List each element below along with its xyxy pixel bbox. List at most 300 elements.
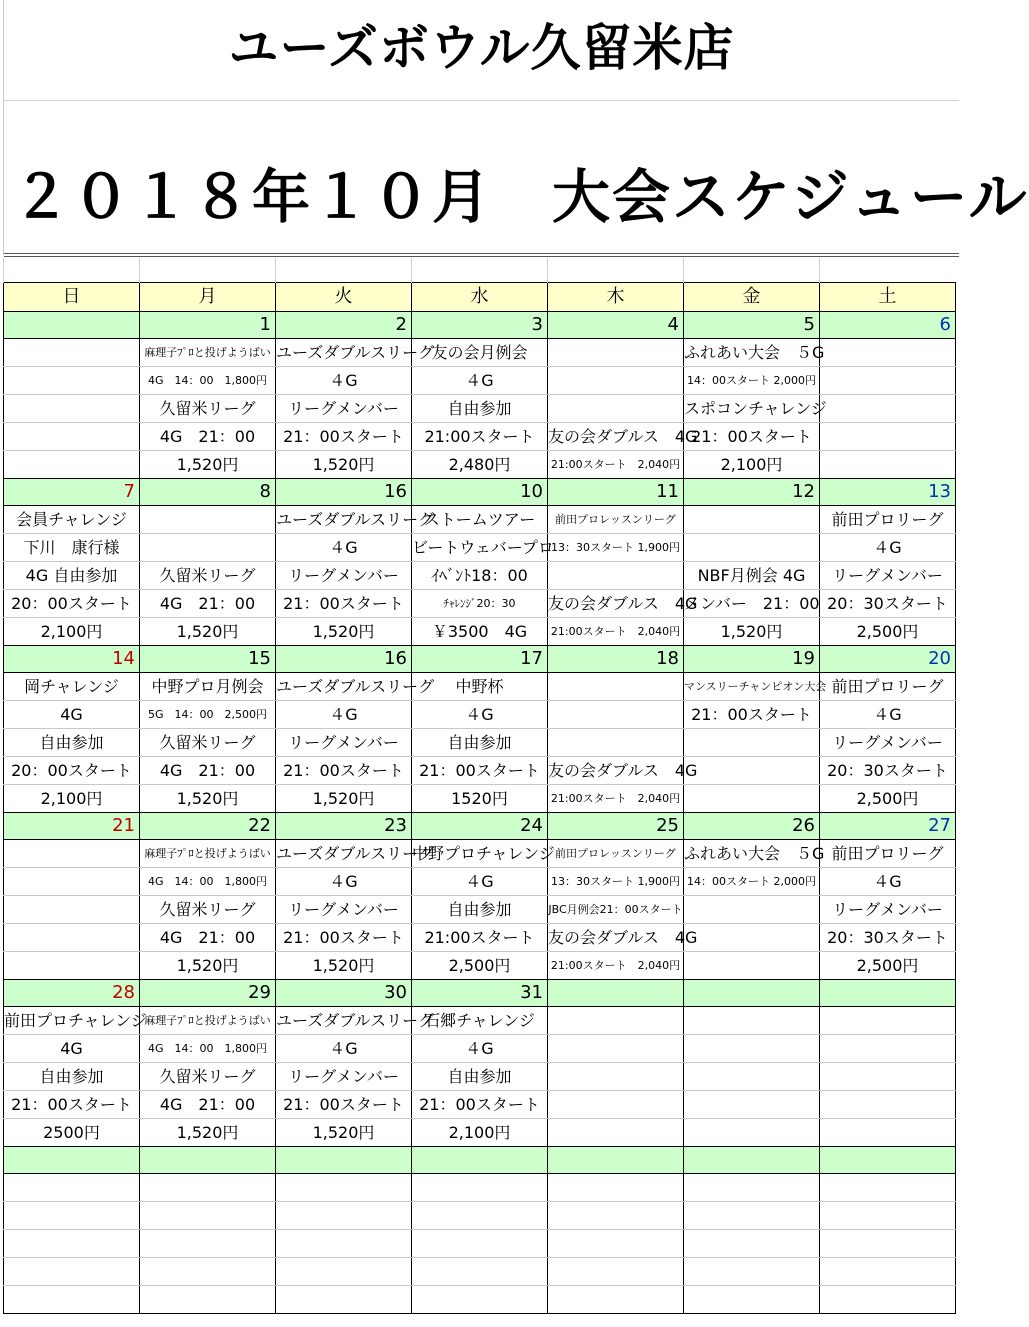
event-cell: 1,520円 [140,952,276,980]
event-cell [820,1091,956,1119]
date-row [4,1147,956,1174]
event-cell: 4G 21：00 [140,590,276,618]
date-cell [140,1147,276,1174]
event-cell: 4G 自由参加 [4,562,140,590]
schedule-title: ２０１８年１０月 大会スケジュール [12,163,1029,231]
event-cell: 前田プロチャレンジ [4,1007,140,1035]
event-cell: 2,500円 [820,618,956,646]
date-cell: 24 [412,813,548,840]
event-cell: 21：00スタート [684,423,820,451]
event-cell: 前田プロリーグ [820,840,956,868]
event-cell: 4G 14：00 1,800円 [140,868,276,896]
event-cell: 中野プロ月例会 [140,673,276,701]
event-cell [4,1258,140,1286]
event-cell: 1,520円 [276,785,412,813]
event-cell: 自由参加 [412,395,548,423]
date-cell: 27 [820,813,956,840]
event-cell [548,1091,684,1119]
event-cell: 1,520円 [276,451,412,479]
date-cell: 14 [4,646,140,673]
event-cell: ユーズダブルスリーグ [276,506,412,534]
event-cell: ４G [820,701,956,729]
weekday-header-row [4,283,956,312]
event-cell: ビートウェバープロ [412,534,548,562]
date-cell: 18 [548,646,684,673]
event-cell [4,868,140,896]
date-cell: 1 [140,312,276,339]
header-block [3,0,1029,255]
date-row [4,813,956,840]
event-cell [820,1007,956,1035]
event-cell [140,534,276,562]
event-cell: 久留米リーグ [140,1063,276,1091]
event-cell: 自由参加 [412,896,548,924]
event-cell [548,1119,684,1147]
event-cell [684,1035,820,1063]
event-cell [548,729,684,757]
event-row [4,506,956,534]
date-cell: 19 [684,646,820,673]
date-cell: 16 [276,479,412,506]
date-cell: 20 [820,646,956,673]
date-cell [820,1147,956,1174]
date-cell: 23 [276,813,412,840]
event-cell: 前田プロレッスンリーグ [548,840,684,868]
event-row [4,1063,956,1091]
event-cell: 14：00スタート 2,000円 [684,868,820,896]
weekday-header-cell: 日 [4,283,140,312]
event-cell [412,1230,548,1258]
event-cell [548,673,684,701]
event-cell: ユーズダブルスリーグ [276,840,412,868]
date-row [4,980,956,1007]
event-row [4,423,956,451]
spacer-cell [412,258,548,283]
event-cell: 前田プロリーグ [820,506,956,534]
event-cell: 石郷チャレンジ [412,1007,548,1035]
event-cell [684,757,820,785]
date-cell [684,980,820,1007]
event-cell [548,1202,684,1230]
event-cell: ユーズダブルスリーグ [276,339,412,367]
title-divider [4,253,959,254]
event-cell [820,395,956,423]
event-cell: リーグメンバー [820,896,956,924]
event-cell: ４G [276,1035,412,1063]
event-cell: リーグメンバー [276,1063,412,1091]
date-cell: 5 [684,312,820,339]
event-cell: 自由参加 [412,1063,548,1091]
event-row [4,451,956,479]
date-cell [4,312,140,339]
event-cell: 2500円 [4,1119,140,1147]
event-cell: 久留米リーグ [140,562,276,590]
event-cell: ﾁｬﾚﾝｼﾞ20：30 [412,590,548,618]
event-cell [140,1230,276,1258]
event-cell [820,1286,956,1314]
event-row [4,562,956,590]
event-cell: 21:00スタート [412,423,548,451]
event-cell: 4G 21：00 [140,1091,276,1119]
event-cell [684,785,820,813]
date-cell: 3 [412,312,548,339]
event-cell: 21：00スタート [276,924,412,952]
event-cell [276,1258,412,1286]
event-cell: リーグメンバー [820,562,956,590]
date-cell: 10 [412,479,548,506]
event-cell: 1,520円 [140,1119,276,1147]
event-cell: リーグメンバー [276,729,412,757]
event-cell [412,1286,548,1314]
event-row [4,395,956,423]
event-cell [548,1258,684,1286]
event-cell [548,367,684,395]
date-cell: 15 [140,646,276,673]
event-cell: 4G 21：00 [140,924,276,952]
date-cell [820,980,956,1007]
date-cell: 17 [412,646,548,673]
event-cell [548,701,684,729]
date-cell [684,1147,820,1174]
event-cell: ふれあい大会 ５G [684,339,820,367]
event-cell: 20：00スタート [4,757,140,785]
date-row [4,312,956,339]
event-cell [548,1007,684,1035]
event-cell [140,1202,276,1230]
event-row [4,1091,956,1119]
event-cell: 1,520円 [684,618,820,646]
event-cell: ４G [412,868,548,896]
event-cell [412,1202,548,1230]
event-cell [4,451,140,479]
event-cell: スポコンチャレンジ [684,395,820,423]
event-cell [820,1230,956,1258]
event-cell [820,339,956,367]
event-cell: JBC月例会21：00スタート [548,896,684,924]
event-cell: 自由参加 [412,729,548,757]
spacer-cell [820,258,956,283]
date-cell: 31 [412,980,548,1007]
event-cell: 20：30スタート [820,757,956,785]
event-cell: 2,500円 [820,952,956,980]
event-cell: 21:00スタート [412,924,548,952]
event-cell: ４G [276,534,412,562]
event-cell [140,506,276,534]
event-row [4,924,956,952]
event-cell: リーグメンバー [276,896,412,924]
event-cell [820,1063,956,1091]
date-cell [548,1147,684,1174]
date-cell [276,1147,412,1174]
date-cell: 8 [140,479,276,506]
event-row [4,1119,956,1147]
event-cell [684,506,820,534]
date-cell [548,980,684,1007]
date-cell: 25 [548,813,684,840]
title-divider-double [4,256,959,257]
event-cell [820,1035,956,1063]
event-cell: 会員チャレンジ [4,506,140,534]
event-cell: 2,480円 [412,451,548,479]
date-cell: 21 [4,813,140,840]
event-cell: リーグメンバー [276,562,412,590]
date-cell: 12 [684,479,820,506]
event-cell [548,1063,684,1091]
date-cell [412,1147,548,1174]
event-row [4,1286,956,1314]
event-cell [684,1202,820,1230]
weekday-header-cell: 金 [684,283,820,312]
date-cell: 6 [820,312,956,339]
event-cell: ふれあい大会 ５G [684,840,820,868]
event-cell: 1,520円 [276,1119,412,1147]
date-row [4,646,956,673]
event-cell: 1,520円 [276,618,412,646]
spacer-cell [548,258,684,283]
event-cell [4,1230,140,1258]
store-name: ユーズボウル久留米店 [228,19,735,77]
event-row [4,673,956,701]
event-cell: 2,500円 [820,785,956,813]
weekday-header-cell: 月 [140,283,276,312]
event-cell [4,840,140,868]
event-cell: 2,500円 [412,952,548,980]
event-cell [820,1258,956,1286]
event-cell: NBF月例会 4G [684,562,820,590]
event-row [4,1258,956,1286]
event-cell: 前田プロリーグ [820,673,956,701]
event-cell [4,339,140,367]
event-cell: ４G [412,367,548,395]
date-row [4,479,956,506]
event-cell: 13：30スタート 1,900円 [548,868,684,896]
event-cell: 20：00スタート [4,590,140,618]
event-cell [684,1091,820,1119]
event-cell: 13：30スタート 1,900円 [548,534,684,562]
event-cell [684,1063,820,1091]
event-cell [276,1202,412,1230]
event-cell: 4G 14：00 1,800円 [140,1035,276,1063]
event-cell: メンバー 21：00 [684,590,820,618]
event-cell: 2,100円 [4,785,140,813]
date-cell: 29 [140,980,276,1007]
weekday-header-cell: 水 [412,283,548,312]
event-cell: 1520円 [412,785,548,813]
event-row [4,840,956,868]
event-cell: 中野プロチャレンジ [412,840,548,868]
event-cell [820,1174,956,1202]
event-row [4,367,956,395]
event-cell [684,1286,820,1314]
event-cell: リーグメンバー [276,395,412,423]
event-cell [684,1174,820,1202]
event-cell [4,395,140,423]
event-cell [684,1230,820,1258]
event-cell: 21：00スタート [412,757,548,785]
event-cell: ４G [820,534,956,562]
event-cell [412,1174,548,1202]
event-cell [4,423,140,451]
event-cell: ｲﾍﾞﾝﾄ18：00 [412,562,548,590]
event-row [4,868,956,896]
event-cell: ユーズダブルスリーグ [276,1007,412,1035]
event-cell: 4G [4,701,140,729]
spacer-cell [684,258,820,283]
event-cell: 4G 21：00 [140,423,276,451]
date-cell: 16 [276,646,412,673]
weekday-header-cell: 火 [276,283,412,312]
date-cell [4,1147,140,1174]
event-cell: 麻理子ﾌﾟﾛと投げようばい [140,339,276,367]
event-row [4,339,956,367]
event-cell: 21:00スタート 2,040円 [548,451,684,479]
spacer-row [4,258,956,283]
event-cell: 友の会月例会 [412,339,548,367]
date-cell: 13 [820,479,956,506]
event-cell [4,1202,140,1230]
event-row [4,590,956,618]
event-cell: ストームツアー [412,506,548,534]
event-cell: 21：00スタート [276,423,412,451]
calendar-table [3,258,956,1314]
event-cell [820,1119,956,1147]
event-cell: 岡チャレンジ [4,673,140,701]
event-cell: 1,520円 [140,785,276,813]
event-cell [140,1174,276,1202]
event-cell: ４G [276,868,412,896]
event-cell: マンスリーチャンピオン大会 [684,673,820,701]
event-row [4,757,956,785]
event-cell [820,451,956,479]
event-row [4,618,956,646]
event-cell: 前田プロレッスンリーグ [548,506,684,534]
date-cell: 28 [4,980,140,1007]
date-cell: 11 [548,479,684,506]
event-cell: 友の会ダブルス 4G [548,757,684,785]
event-cell: 2,100円 [684,451,820,479]
event-row [4,1174,956,1202]
event-cell [684,1119,820,1147]
event-cell [548,339,684,367]
event-cell: リーグメンバー [820,729,956,757]
event-cell [684,952,820,980]
event-cell: 中野杯 [412,673,548,701]
event-cell [820,367,956,395]
event-cell: 下川 康行様 [4,534,140,562]
event-cell [4,924,140,952]
event-cell [140,1286,276,1314]
event-cell: ￥3500 4G [412,618,548,646]
event-cell: 麻理子ﾌﾟﾛと投げようばい [140,840,276,868]
event-row [4,952,956,980]
event-row [4,1202,956,1230]
spacer-cell [276,258,412,283]
event-cell [820,1202,956,1230]
event-row [4,1035,956,1063]
date-cell: 4 [548,312,684,339]
event-cell [276,1286,412,1314]
weekday-header-cell: 土 [820,283,956,312]
event-cell: 2,100円 [4,618,140,646]
event-cell: 21:00スタート 2,040円 [548,785,684,813]
event-cell [276,1174,412,1202]
event-cell: 21:00スタート 2,040円 [548,618,684,646]
date-cell: 26 [684,813,820,840]
event-cell: 久留米リーグ [140,395,276,423]
event-cell: 4G 21：00 [140,757,276,785]
spacer-cell [4,258,140,283]
date-cell: 30 [276,980,412,1007]
event-cell: ４G [412,701,548,729]
event-cell [684,1007,820,1035]
event-cell [684,729,820,757]
event-cell: 友の会ダブルス 4G [548,924,684,952]
event-cell: 21：00スタート [276,1091,412,1119]
event-cell: 14：00スタート 2,000円 [684,367,820,395]
event-row [4,1007,956,1035]
event-cell: 自由参加 [4,729,140,757]
weekday-header-cell: 木 [548,283,684,312]
event-cell: 20：30スタート [820,590,956,618]
event-cell [548,562,684,590]
header-divider [4,100,959,101]
event-row [4,701,956,729]
event-cell [684,896,820,924]
event-row [4,729,956,757]
event-row [4,785,956,813]
event-cell [820,423,956,451]
event-cell: 1,520円 [140,618,276,646]
event-cell: 5G 14：00 2,500円 [140,701,276,729]
event-cell: 4G [4,1035,140,1063]
event-cell: ４G [276,367,412,395]
event-row [4,534,956,562]
event-cell [548,1230,684,1258]
event-cell [4,896,140,924]
event-cell [684,534,820,562]
event-cell [276,1230,412,1258]
event-cell [684,1258,820,1286]
event-cell: ４G [276,701,412,729]
event-row [4,896,956,924]
event-cell [548,1035,684,1063]
event-cell: ユーズダブルスリーグ [276,673,412,701]
event-cell [140,1258,276,1286]
spacer-cell [140,258,276,283]
event-cell: 麻理子ﾌﾟﾛと投げようばい [140,1007,276,1035]
event-cell: 21：00スタート [276,757,412,785]
event-cell: ４G [412,1035,548,1063]
event-row [4,1230,956,1258]
event-cell [548,1286,684,1314]
event-cell [4,367,140,395]
event-cell: 自由参加 [4,1063,140,1091]
event-cell: 友の会ダブルス 4G [548,590,684,618]
event-cell [548,395,684,423]
event-cell [412,1258,548,1286]
event-cell: 2,100円 [412,1119,548,1147]
event-cell [4,1174,140,1202]
event-cell: 久留米リーグ [140,896,276,924]
event-cell [684,924,820,952]
event-cell: ４G [820,868,956,896]
event-cell [4,1286,140,1314]
event-cell: 久留米リーグ [140,729,276,757]
event-cell: 20：30スタート [820,924,956,952]
event-cell: 1,520円 [276,952,412,980]
event-cell: 21：00スタート [276,590,412,618]
event-cell: 4G 14：00 1,800円 [140,367,276,395]
